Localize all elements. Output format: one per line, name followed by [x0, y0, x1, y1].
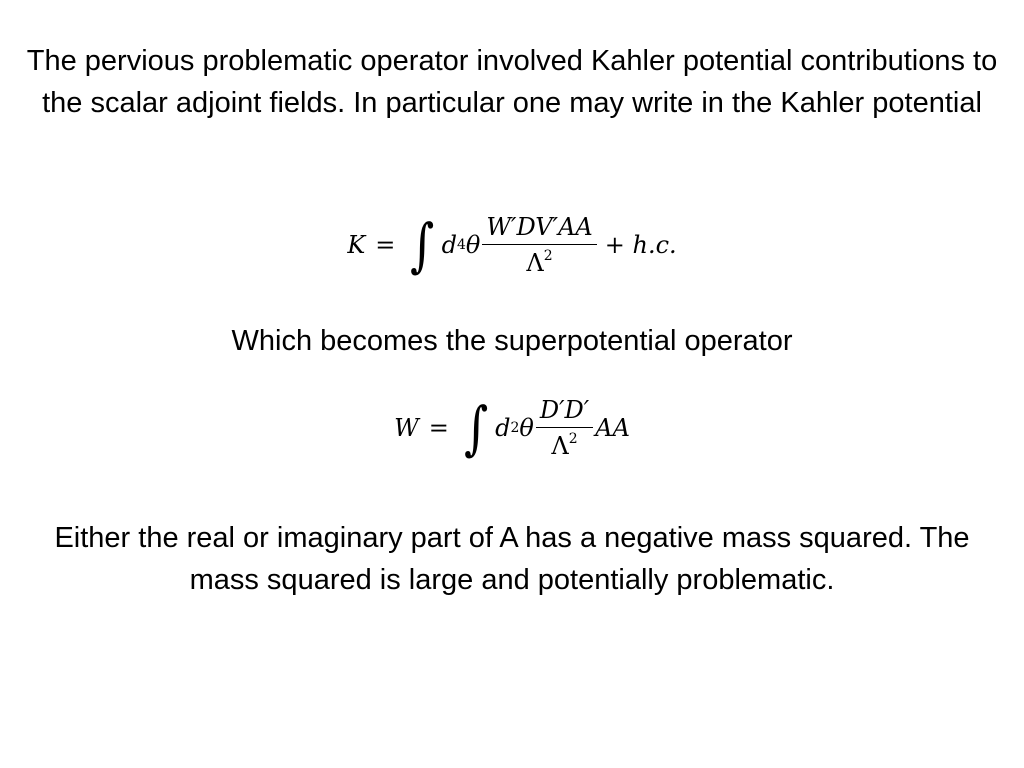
superpotential-equation: [0, 383, 1024, 473]
eq2-measure-power: 2: [510, 420, 520, 436]
eq2-denominator-base: Λ: [551, 432, 569, 460]
eq1-measure-var: θ: [465, 231, 481, 259]
eq1-numerator: W′DV′AA: [482, 213, 596, 245]
closing-paragraph: Either the real or imaginary part of A has a negative mass squared. The mass squared is large and potentially problematic.: [54, 522, 970, 596]
eq1-denominator: [526, 245, 552, 277]
eq2-fraction: [536, 396, 593, 460]
eq1-measure: d: [441, 231, 457, 259]
eq1-denominator-power: 2: [543, 248, 553, 264]
intro-paragraph: The pervious problematic operator involved Kahler potential contributions to the scalar adjoint fields. In particular one may write in the Kahler potential: [26, 45, 998, 119]
eq1-integral-sign: ∫: [410, 211, 435, 279]
eq1-lhs: K: [347, 231, 366, 259]
eq2-measure-var: θ: [519, 414, 534, 442]
eq1-equals-sign: =: [375, 231, 396, 259]
middle-paragraph: Which becomes the superpotential operator: [231, 325, 793, 357]
eq2-lhs: W: [394, 414, 419, 442]
eq2-tail: AA: [595, 414, 630, 442]
eq2-equals-sign: =: [428, 414, 449, 442]
eq2-numerator: D′D′: [536, 396, 593, 428]
eq1-measure-power: 4: [456, 237, 466, 253]
eq2-denominator-power: 2: [568, 431, 578, 447]
eq1-tail: + h.c.: [604, 231, 677, 259]
eq1-fraction: [482, 213, 596, 277]
eq2-denominator: [551, 428, 577, 460]
kahler-potential-equation: [0, 200, 1024, 290]
eq2-integral-sign: ∫: [463, 394, 489, 462]
eq1-denominator-base: Λ: [526, 249, 544, 277]
eq2-measure: d: [495, 414, 511, 442]
